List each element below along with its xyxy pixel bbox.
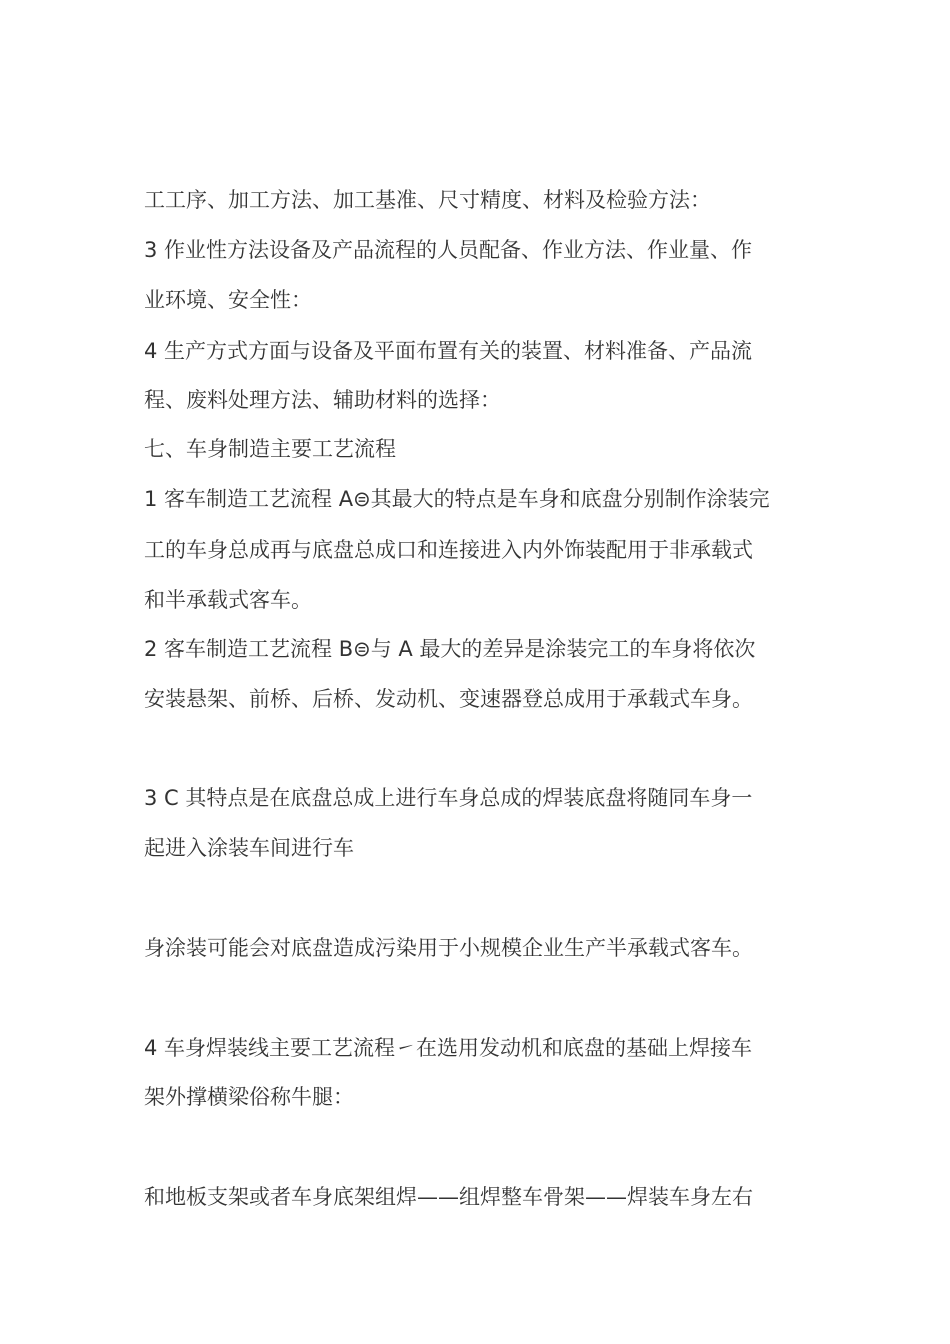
text-line: 安装悬架、前桥、后桥、发动机、变速器登总成用于承载式车身。 <box>144 687 753 711</box>
text-line: 1 客车制造工艺流程 A⊜其最大的特点是车身和底盘分别制作涂装完 <box>144 487 770 511</box>
text-line: 2 客车制造工艺流程 B⊜与 A 最大的差异是涂装完工的车身将依次 <box>144 637 756 661</box>
text-line: 和半承载式客车。 <box>144 588 312 612</box>
text-line: 工的车身总成再与底盘总成口和连接进入内外饰装配用于非承载式 <box>144 538 753 562</box>
text-line: 架外撑横梁俗称牛腿： <box>144 1085 354 1109</box>
text-line: 4 车身焊装线主要工艺流程㇀在选用发动机和底盘的基础上焊接车 <box>144 1036 753 1060</box>
text-line: 身涂装可能会对底盘造成污染用于小规模企业生产半承载式客车。 <box>144 936 753 960</box>
text-line: 程、废料处理方法、辅助材料的选择： <box>144 388 501 412</box>
text-line: 业环境、安全性： <box>144 288 312 312</box>
text-line: 起进入涂装车间进行车 <box>144 836 354 860</box>
text-line: 和地板支架或者车身底架组焊——组焊整车骨架——焊装车身左右 <box>144 1185 753 1209</box>
text-line: 工工序、加工方法、加工基准、尺寸精度、材料及检验方法： <box>144 188 711 212</box>
text-line: 3 作业性方法设备及产品流程的人员配备、作业方法、作业量、作 <box>144 238 753 262</box>
text-line: 4 生产方式方面与设备及平面布置有关的装置、材料准备、产品流 <box>144 339 753 363</box>
text-line: 3 C 其特点是在底盘总成上进行车身总成的焊装底盘将随同车身一 <box>144 786 753 810</box>
section-heading: 七、车身制造主要工艺流程 <box>144 437 396 461</box>
